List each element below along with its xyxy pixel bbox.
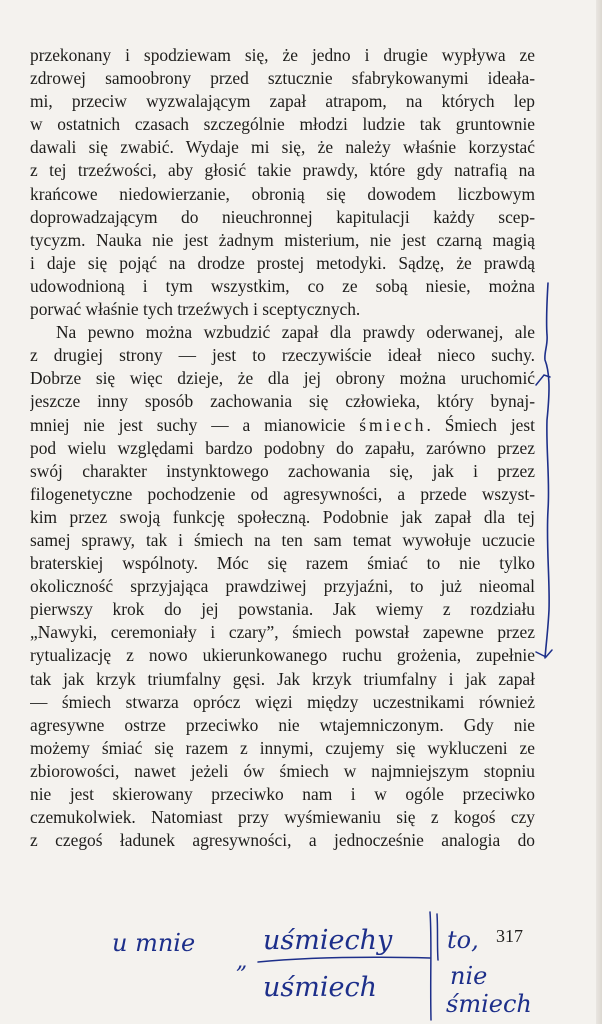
- text-line: krańcowe niedowierzanie, obronią się dowodem liczbowym: [30, 183, 535, 204]
- text-line: doprowadzającym do nieuchronnej kapitulacji każdy scep-: [30, 206, 535, 227]
- text-line: pod wielu względami bardzo podobny do zapału, zarówno przez: [30, 437, 535, 458]
- text-line: okoliczność sprzyjająca prawdziwej przyjaźni, to już nieomal: [30, 576, 535, 597]
- text-line: porwać właśnie tych trzeźwych i sceptycznych.: [30, 299, 361, 320]
- handwriting-separator: [437, 914, 438, 960]
- text-line: czemukolwiek. Natomiast przy wyśmiewaniu się z kogoś czy: [30, 807, 535, 828]
- text-line: filogenetyczne pochodzenie od agresywności, a przede wszyst-: [30, 483, 535, 504]
- handwriting-usmiech: uśmiech: [263, 972, 377, 1003]
- text-line: z tej trzeźwości, aby głosić takie prawdy, które gdy natrafią na: [30, 160, 535, 181]
- text-line: zbiorowości, nawet jeżeli ów śmiech w najmniejszym stopniu: [30, 760, 535, 781]
- text-line: „Nawyki, ceremoniały i czary”, śmiech powstał zapewne przez: [30, 622, 535, 643]
- text-line: Na pewno można wzbudzić zapał dla prawdy oderwanej, ale: [56, 322, 535, 343]
- page-number: 317: [496, 926, 523, 946]
- text-line: braterskiej wspólnoty. Móc się razem śmiać to nie tylko: [30, 553, 535, 574]
- text-line: agresywne ostrze przeciwko nie wtajemniczonym. Gdy nie: [30, 714, 535, 735]
- margin-tick-mark: [536, 650, 552, 657]
- handwriting-nie: nie: [450, 962, 488, 990]
- text-line: — śmiech stwarza oprócz więzi między uczestnikami również: [30, 691, 535, 712]
- text-line: samej sprawy, tak i śmiech na ten sam temat wywołuje uczucie: [30, 529, 535, 550]
- text-line: mi, przeciw wyzwalającym zapał atrapom, na których lep: [30, 91, 535, 112]
- text-line: przekonany i spodziewam się, że jedno i drugie wypływa ze: [30, 45, 535, 65]
- text-line: w ostatnich czasach szczególnie młodzi ludzie tak gruntownie: [30, 114, 535, 135]
- text-line: swój charakter instynktowego zachowania się, jak i przez: [30, 460, 535, 481]
- margin-bracket-line: [545, 283, 549, 658]
- handwriting-smiech: śmiech: [446, 990, 532, 1018]
- handwriting-to: to,: [447, 926, 479, 954]
- text-line: możemy śmiać się razem z innymi, czujemy się wykluczeni ze: [30, 737, 535, 758]
- text-line: i daje się pojąć na drodze prostej metodyki. Sądzę, że prawdą: [30, 252, 535, 273]
- text-line: tycyzm. Nauka nie jest żadnym misterium, nie jest czarną magią: [30, 229, 535, 250]
- text-line: rytualizację z nowo ukierunkowanego ruchu grożenia, zupełnie: [30, 645, 535, 666]
- text-line: tak jak krzyk triumfalny gęsi. Jak krzyk triumfalny i jak zapał: [30, 668, 535, 689]
- text-line: pierwszy krok do jej powstania. Jak wiemy z rozdziału: [30, 599, 535, 620]
- text-line: z czegoś ładunek agresywności, a jednocześnie analogia do: [30, 830, 535, 851]
- text-line: nie jest skierowany przeciwko nam i w ogóle przeciwko: [30, 784, 535, 804]
- handwriting-usmiechy: uśmiechy: [263, 925, 393, 956]
- text-line: z drugiej strony — jest to rzeczywiście ideał nieco suchy.: [30, 345, 535, 366]
- text-line: kim przez swoją funkcję społeczną. Podobnie jak zapał dla tej: [30, 506, 535, 527]
- text-line: dawali się zwabić. Wydaje mi się, że należy właśnie korzystać: [30, 137, 535, 158]
- spaced-word: śmiech: [359, 414, 427, 435]
- handwriting-underline: [258, 957, 430, 962]
- text-line: Dobrze się więc dzieje, że dla jej obrony można uruchomić: [30, 368, 535, 389]
- text-fragment: . Śmiech jest: [426, 414, 535, 435]
- text-line: udowodnioną i tym wszystkim, co ze sobą niesie, można: [30, 275, 535, 296]
- handwriting-quote-mark: „: [236, 949, 248, 974]
- handwriting-u-mnie: u mnie: [112, 929, 196, 957]
- text-line: jeszcze inny sposób zachowania się człowieka, który bynaj-: [30, 391, 535, 412]
- text-line: zdrowej samoobrony przed sztucznie sfabrykowanymi ideała-: [30, 68, 535, 89]
- handwriting-separator: [430, 912, 431, 1020]
- text-fragment: mniej nie jest suchy — a mianowicie: [30, 414, 360, 435]
